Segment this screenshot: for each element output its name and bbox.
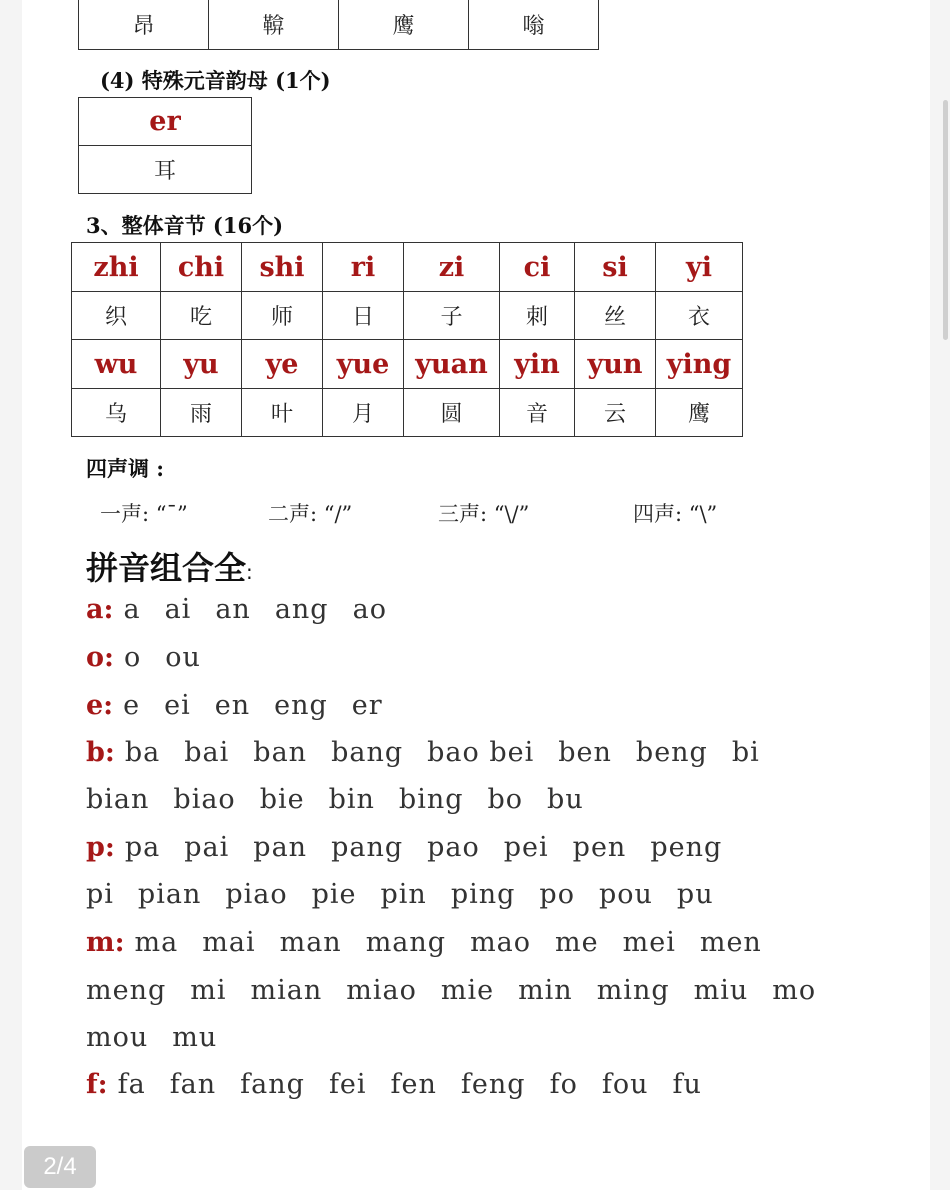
pinyin-word: ming — [596, 975, 670, 1006]
pinyin-word: fo — [549, 1069, 578, 1100]
pinyin-word: an — [215, 594, 251, 625]
pinyin-word: pin — [380, 879, 427, 910]
hanzi-cell: 乌 — [72, 389, 161, 437]
initial-key: o: — [86, 642, 114, 673]
pinyin-word: ang — [274, 594, 329, 625]
pinyin-word: er — [351, 690, 383, 721]
pinyin-word: ba — [124, 737, 161, 768]
pinyin-word: po — [539, 879, 575, 910]
pinyin-word: bai — [184, 737, 230, 768]
hanzi-cell: 师 — [242, 292, 323, 340]
tones-list — [100, 498, 800, 530]
pinyin-word: o — [123, 642, 142, 673]
pinyin-cell: ri — [323, 243, 404, 292]
hanzi-cell: 日 — [323, 292, 404, 340]
hanzi-cell: 丝 — [575, 292, 656, 340]
pinyin-word: bin — [328, 784, 375, 815]
pinyin-word: min — [518, 975, 573, 1006]
tone-item: 三声: “\/” — [438, 502, 530, 526]
scrollbar[interactable] — [943, 100, 948, 340]
tone-item: 四声: “\” — [633, 502, 718, 526]
combo-row — [86, 879, 738, 910]
combo-row — [86, 975, 840, 1006]
pinyin-word: mie — [440, 975, 495, 1006]
pinyin-word: bao bei — [427, 737, 535, 768]
pinyin-word: bie — [259, 784, 305, 815]
pinyin-word: me — [555, 927, 599, 958]
whole-syllable-table — [71, 242, 743, 437]
pinyin-word: pen — [572, 832, 627, 863]
hanzi-cell: 刺 — [500, 292, 575, 340]
pinyin-word: bo — [487, 784, 524, 815]
pinyin-word: mou — [86, 1022, 149, 1053]
hanzi-cell: 衣 — [656, 292, 743, 340]
pinyin-word: bian — [86, 784, 150, 815]
pinyin-word: beng — [635, 737, 708, 768]
pinyin-word: ai — [164, 594, 192, 625]
hanzi-cell: 月 — [323, 389, 404, 437]
pinyin-word: pi — [86, 879, 114, 910]
pinyin-word: pu — [676, 879, 714, 910]
special-vowel-table — [78, 97, 252, 194]
pinyin-cell: shi — [242, 243, 323, 292]
pinyin-cell: zhi — [72, 243, 161, 292]
pinyin-word: miao — [346, 975, 417, 1006]
pinyin-word: mu — [172, 1022, 218, 1053]
pinyin-word: mang — [365, 927, 447, 958]
pinyin-word: fang — [240, 1069, 305, 1100]
pinyin-word: ben — [558, 737, 612, 768]
pinyin-word: mai — [202, 927, 256, 958]
pinyin-word: mo — [772, 975, 817, 1006]
whole-syllable-heading: 3、整体音节 (16个) — [86, 213, 284, 238]
pinyin-word: bi — [731, 737, 760, 768]
hanzi-cell: 织 — [72, 292, 161, 340]
pinyin-cell: zi — [404, 243, 500, 292]
pinyin-cell: si — [575, 243, 656, 292]
pinyin-word: bing — [398, 784, 464, 815]
pinyin-cell: ye — [242, 340, 323, 389]
combo-row — [86, 1022, 241, 1053]
pinyin-word: pai — [184, 832, 230, 863]
hanzi-cell: 雨 — [161, 389, 242, 437]
combo-row — [86, 832, 746, 863]
pinyin-word: fou — [601, 1069, 649, 1100]
pinyin-word: a — [123, 594, 141, 625]
tone-item: 二声: “/” — [268, 502, 353, 526]
pinyin-word: pan — [253, 832, 308, 863]
pinyin-word: mao — [470, 927, 532, 958]
pinyin-cell: yun — [575, 340, 656, 389]
pinyin-word: e — [123, 690, 141, 721]
pinyin-word: biao — [173, 784, 236, 815]
initial-key: m: — [86, 927, 125, 958]
pinyin-word: fei — [328, 1069, 367, 1100]
pinyin-word: ou — [165, 642, 201, 673]
combo-title-text: 拼音组合全 — [86, 549, 247, 587]
pinyin-word: bu — [547, 784, 584, 815]
combo-row — [86, 784, 608, 815]
pinyin-cell: ci — [500, 243, 575, 292]
pinyin-cell: wu — [72, 340, 161, 389]
pinyin-word: miu — [693, 975, 749, 1006]
pinyin-word: pang — [331, 832, 404, 863]
hanzi-cell: 子 — [404, 292, 500, 340]
initial-key: p: — [86, 832, 115, 863]
pinyin-word: pei — [503, 832, 549, 863]
table-cell: 鞥 — [209, 0, 339, 50]
combo-title — [86, 543, 253, 589]
pinyin-word: man — [279, 927, 342, 958]
pinyin-word: fa — [117, 1069, 146, 1100]
table-cell: 昂 — [79, 0, 209, 50]
pinyin-word: fen — [390, 1069, 437, 1100]
hanzi-cell: 耳 — [79, 146, 252, 194]
combo-row — [86, 690, 407, 721]
initial-key: f: — [86, 1069, 108, 1100]
pinyin-word: mian — [250, 975, 323, 1006]
pinyin-cell: yu — [161, 340, 242, 389]
pinyin-word: piao — [225, 879, 288, 910]
hanzi-cell: 吃 — [161, 292, 242, 340]
combo-row — [86, 927, 786, 958]
pinyin-word: fan — [169, 1069, 217, 1100]
pinyin-word: feng — [460, 1069, 526, 1100]
tones-heading: 四声调 : — [86, 456, 165, 481]
combo-row — [86, 1069, 726, 1100]
combo-row — [86, 642, 225, 673]
table-cell: 鹰 — [339, 0, 469, 50]
pinyin-cell: yue — [323, 340, 404, 389]
pinyin-cell: ying — [656, 340, 743, 389]
pinyin-word: men — [699, 927, 762, 958]
hanzi-cell: 音 — [500, 389, 575, 437]
tone-item: 一声: “ˉ” — [100, 502, 188, 526]
pinyin-cell: yin — [500, 340, 575, 389]
pinyin-word: pou — [598, 879, 653, 910]
pinyin-word: ei — [164, 690, 191, 721]
pinyin-word: fu — [672, 1069, 702, 1100]
pinyin-word: en — [214, 690, 251, 721]
pinyin-word: pian — [137, 879, 202, 910]
pinyin-cell: yuan — [404, 340, 500, 389]
pinyin-cell: chi — [161, 243, 242, 292]
combo-row — [86, 594, 411, 625]
pinyin-word: ma — [134, 927, 179, 958]
combo-row — [86, 737, 784, 768]
pinyin-word: pa — [124, 832, 161, 863]
hanzi-cell: 云 — [575, 389, 656, 437]
hanzi-cell: 叶 — [242, 389, 323, 437]
pinyin-word: mi — [190, 975, 227, 1006]
pinyin-word: pao — [427, 832, 480, 863]
combo-title-colon: : — [246, 560, 253, 584]
pinyin-word: pie — [311, 879, 357, 910]
pinyin-word: ao — [352, 594, 387, 625]
pinyin-cell: er — [79, 98, 252, 146]
top-table — [78, 0, 599, 50]
initial-key: e: — [86, 690, 114, 721]
initial-key: b: — [86, 737, 115, 768]
table-cell: 嗡 — [469, 0, 599, 50]
pinyin-word: eng — [274, 690, 328, 721]
pinyin-word: bang — [331, 737, 404, 768]
pinyin-word: peng — [650, 832, 723, 863]
initial-key: a: — [86, 594, 114, 625]
pinyin-word: mei — [622, 927, 676, 958]
special-vowel-heading: (4) 特殊元音韵母 (1个) — [100, 68, 331, 93]
pinyin-cell: yi — [656, 243, 743, 292]
pinyin-word: ban — [253, 737, 308, 768]
page-indicator: 2/4 — [24, 1146, 96, 1188]
pinyin-word: meng — [86, 975, 167, 1006]
pinyin-word: ping — [450, 879, 516, 910]
hanzi-cell: 鹰 — [656, 389, 743, 437]
hanzi-cell: 圆 — [404, 389, 500, 437]
